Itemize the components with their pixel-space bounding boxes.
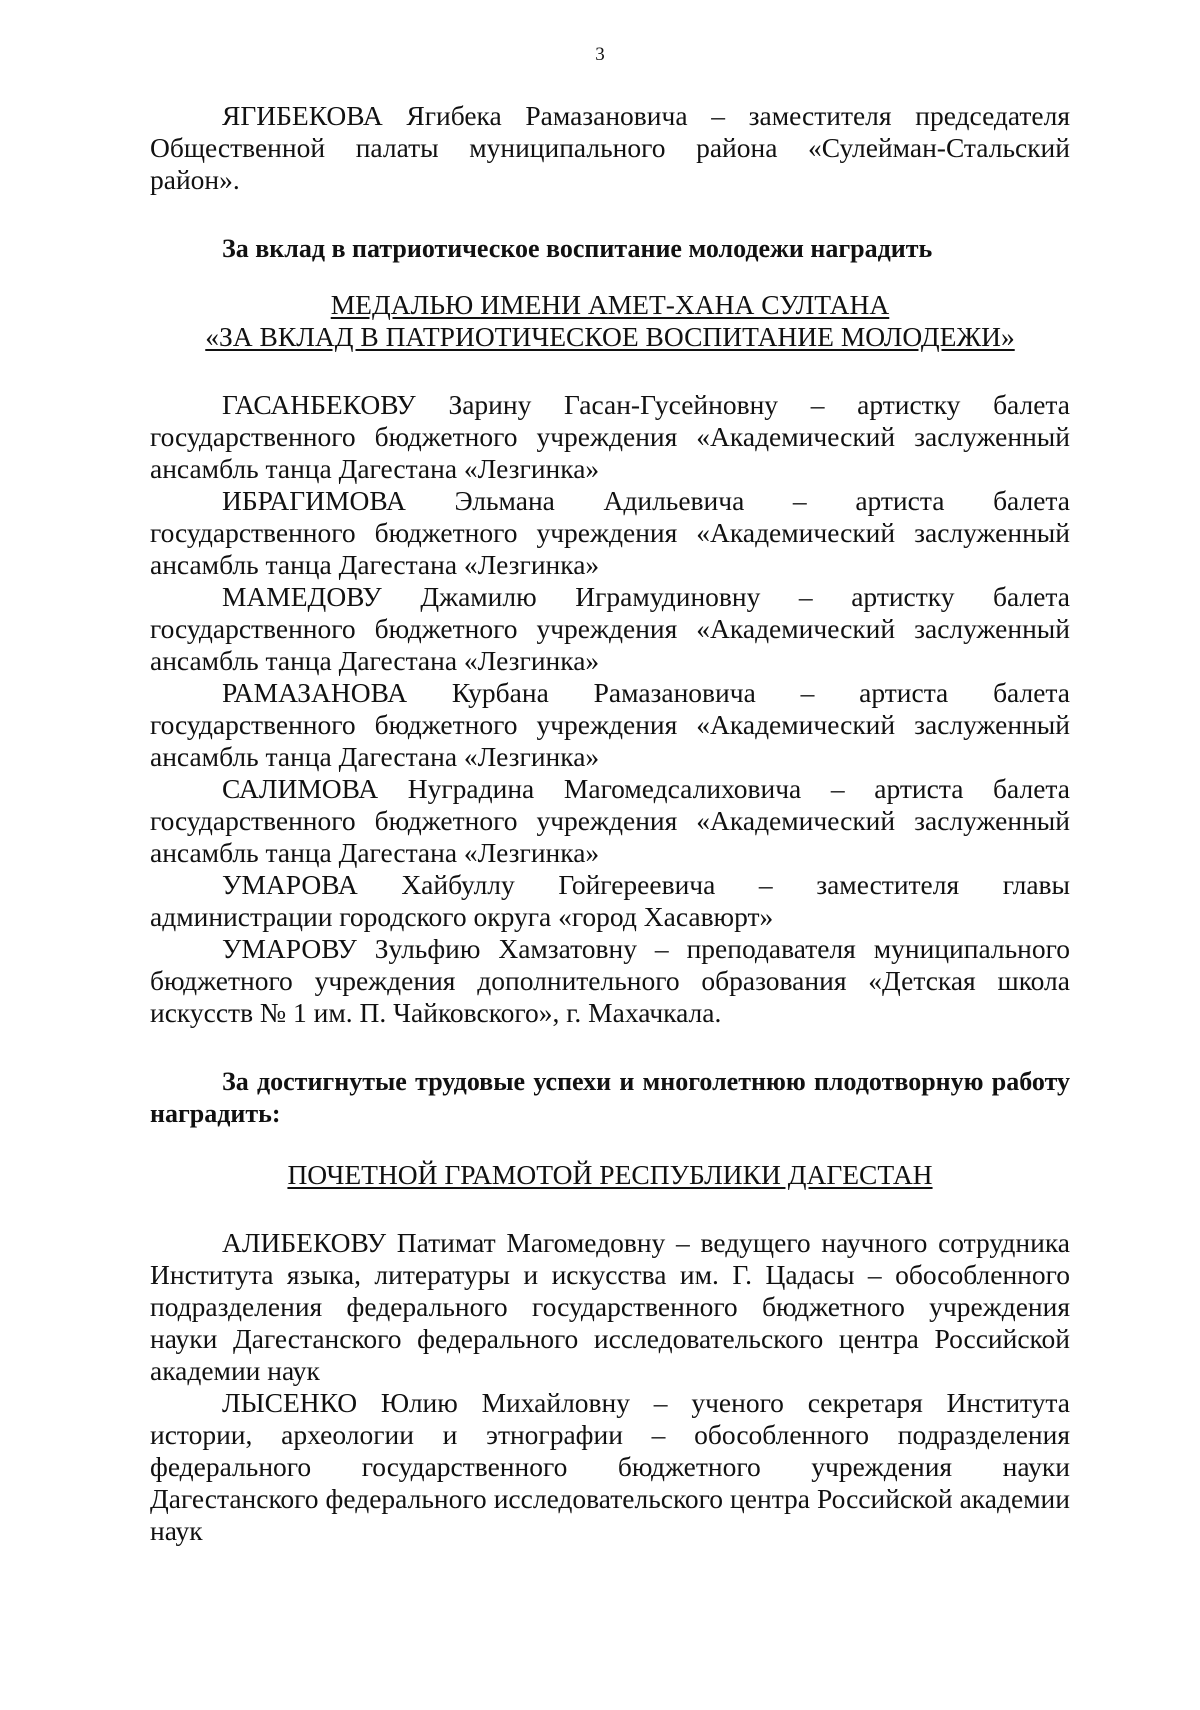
award-entry: РАМАЗАНОВА Курбана Рамазановича – артиста балета государственного бюджетного учреждения «Академический заслуженный ансамбль танца Дагестана «Лезгинка»	[150, 677, 1070, 772]
award-entry: ЛЫСЕНКО Юлию Михайловну – ученого секретаря Института истории, археологии и этнографии – обособленного подразделения федерального государственного бюджетного учреждения науки Дагестанского федерального исследовательского центра Российской академии наук	[150, 1387, 1070, 1546]
award-title-line-2: «ЗА ВКЛАД В ПАТРИОТИЧЕСКОЕ ВОСПИТАНИЕ МОЛОДЕЖИ»	[205, 321, 1015, 352]
page-number: 3	[595, 44, 605, 65]
award-entry: ГАСАНБЕКОВУ Зарину Гасан-Гусейновну – артистку балета государственного бюджетного учреждения «Академический заслуженный ансамбль танца Дагестана «Лезгинка»	[150, 389, 1070, 484]
award-title-line-1: МЕДАЛЬЮ ИМЕНИ АМЕТ-ХАНА СУЛТАНА	[330, 289, 890, 320]
section-heading-patriotic: За вклад в патриотическое воспитание молодежи наградить	[222, 234, 933, 263]
award-entry: ИБРАГИМОВА Эльмана Адильевича – артиста балета государственного бюджетного учреждения «Академический заслуженный ансамбль танца Дагестана «Лезгинка»	[150, 485, 1070, 580]
award-entry: АЛИБЕКОВУ Патимат Магомедовну – ведущего научного сотрудника Института языка, литературы и искусства им. Г. Цадасы – обособленного подразделения федерального государственного бюджетного учреждения науки Дагестанского федерального исследовательского центра Российской академии наук	[150, 1227, 1070, 1386]
award-entry-yagibekov: ЯГИБЕКОВА Ягибека Рамазановича – заместителя председателя Общественной палаты муниципального района «Сулейман-Стальский район».	[150, 100, 1070, 195]
award-title-certificate: ПОЧЕТНОЙ ГРАМОТОЙ РЕСПУБЛИКИ ДАГЕСТАН	[287, 1159, 933, 1190]
award-entry: УМАРОВА Хайбуллу Гойгереевича – заместителя главы администрации городского округа «город Хасавюрт»	[150, 869, 1070, 932]
award-entry: МАМЕДОВУ Джамилю Играмудиновну – артистку балета государственного бюджетного учреждения «Академический заслуженный ансамбль танца Дагестана «Лезгинка»	[150, 581, 1070, 676]
award-list-medal	[150, 389, 1070, 1029]
award-list-certificate	[150, 1227, 1070, 1547]
section-heading-labor: За достигнутые трудовые успехи и многолетнюю плодотворную работу наградить:	[150, 1067, 1070, 1128]
award-entry: УМАРОВУ Зульфию Хамзатовну – преподавателя муниципального бюджетного учреждения дополнительного образования «Детская школа искусств № 1 им. П. Чайковского», г. Махачкала.	[150, 933, 1070, 1028]
award-entry: САЛИМОВА Нуградина Магомедсалиховича – артиста балета государственного бюджетного учреждения «Академический заслуженный ансамбль танца Дагестана «Лезгинка»	[150, 773, 1070, 868]
document-body	[150, 100, 1070, 1547]
